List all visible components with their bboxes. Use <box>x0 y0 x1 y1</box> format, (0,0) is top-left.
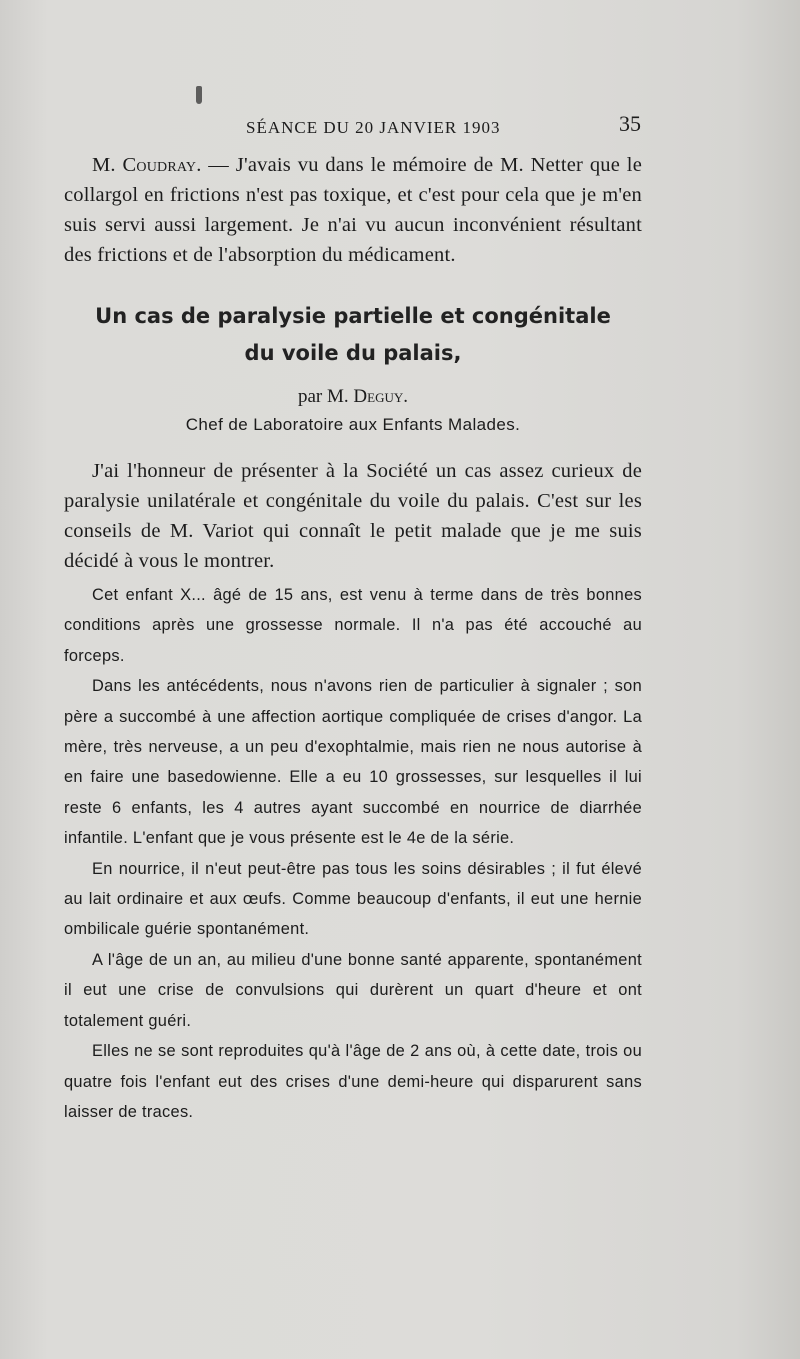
speaker-name: M. Coudray. <box>92 154 202 176</box>
author-affiliation: Chef de Laboratoire aux Enfants Malades. <box>185 415 521 434</box>
intro-text: — J'avais vu dans le mémoire de M. Netter que le collargol en frictions n'est pas toxique, et c'est pour cela que je m'en suis servi aussi largement. Je n'ai vu aucun inconvénient résultant des frictions et de l'absorption du médicament. <box>64 154 642 266</box>
author-name: Deguy. <box>353 386 408 407</box>
ink-mark <box>196 86 202 104</box>
article-title-line-1: Un cas de paralysie partielle et congénitale <box>95 304 611 328</box>
article-title-line-2: du voile du palais, <box>244 341 462 365</box>
byline-prefix: par M. <box>298 386 354 407</box>
article-byline <box>64 382 642 412</box>
body-paragraphs <box>64 580 642 1127</box>
paragraph-1: Cet enfant X... âgé de 15 ans, est venu à terme dans de très bonnes conditions après une grossesse normale. Il n'a pas été accouché au forceps. <box>64 586 642 665</box>
body-large-paragraph <box>64 456 642 576</box>
running-head: SÉANCE DU 20 JANVIER 1903 <box>246 118 501 137</box>
paragraph-3: En nourrice, il n'eut peut-être pas tous les soins désirables ; il fut élevé au lait ordinaire et aux œufs. Comme beaucoup d'enfants, il eut une hernie ombilicale guérie spontanément. <box>64 859 642 939</box>
paragraph-5: Elles ne se sont reproduites qu'à l'âge de 2 ans où, à cette date, trois ou quatre fois l'enfant eut des crises d'une demi-heure qui disparurent sans laisser de traces. <box>64 1042 642 1121</box>
page-number: 35 <box>619 111 641 136</box>
body-large-text: J'ai l'honneur de présenter à la Société un cas assez curieux de paralysie unilatérale et congénitale du voile du palais. C'est sur les conseils de M. Variot qui connaît le petit malade que je me suis décidé à vous le montrer. <box>64 460 642 572</box>
intro-paragraph <box>64 150 642 270</box>
paragraph-2: Dans les antécédents, nous n'avons rien de particulier à signaler ; son père a succombé à une affection aortique compliquée de crises d'angor. La mère, très nerveuse, a un peu d'exophtalmie, mais rien ne nous autorise à en faire une basedowienne. Elle a eu 10 grossesses, sur lesquelles il lui reste 6 enfants, les 4 autres ayant succombé en nourrice de diarrhée infantile. L'enfant que je vous présente est le 4e de la série. <box>64 677 642 848</box>
paragraph-4: A l'âge de un an, au milieu d'une bonne santé apparente, spontanément il eut une crise de convulsions qui durèrent un quart d'heure et ont totalement guéri. <box>64 950 642 1030</box>
